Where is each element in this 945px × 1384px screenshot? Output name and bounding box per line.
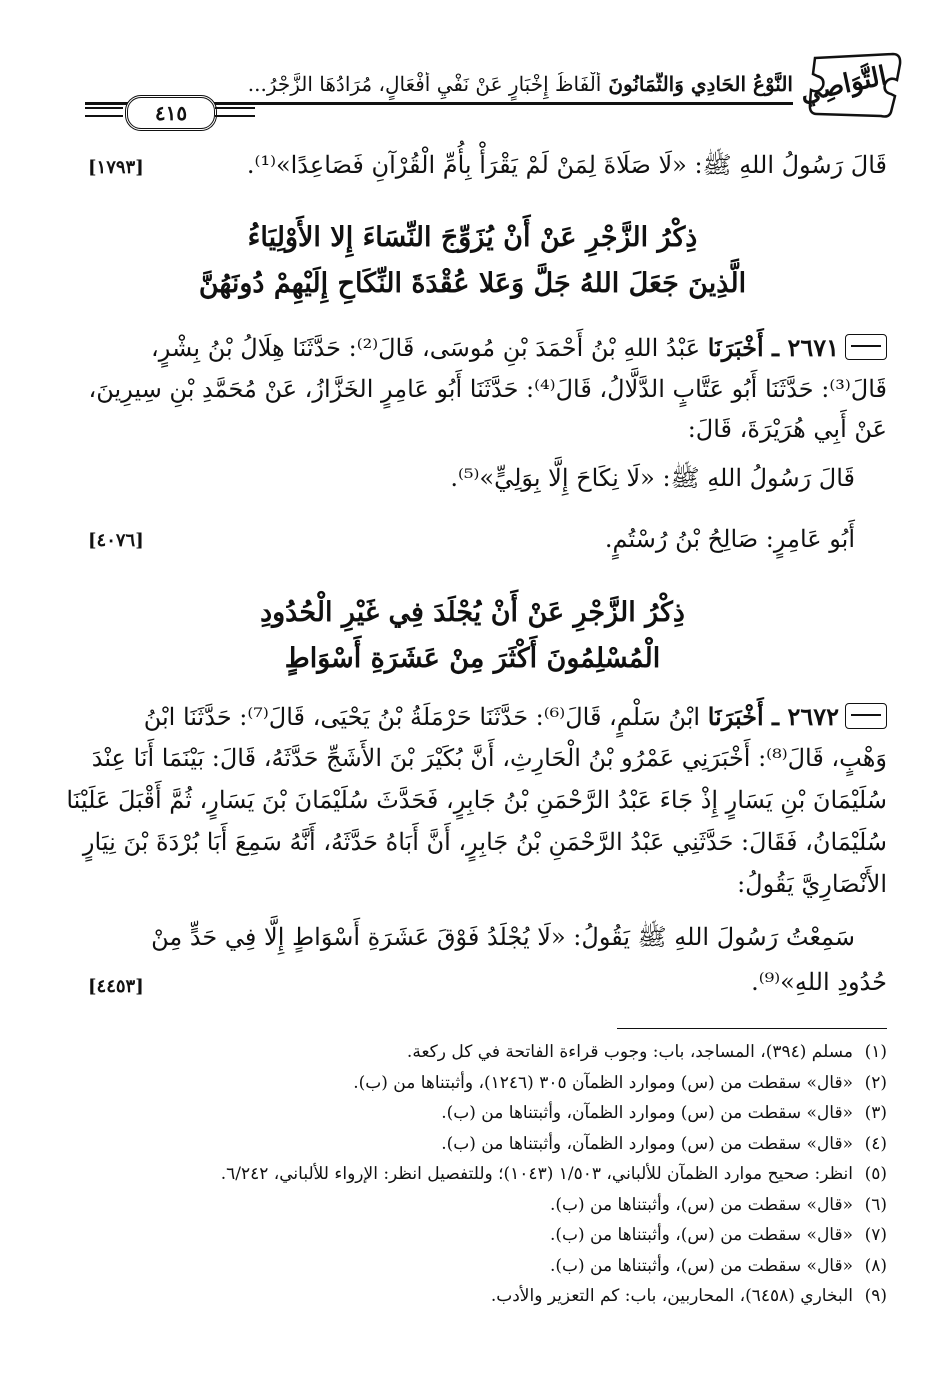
hadith-2672-isnad-1: ابْنُ سَلْمٍ، قَالَ⁽⁶⁾: حَدَّثَنَا حَرْمَلَةُ بْنُ يَحْيَى، قَالَ⁽⁷⁾: حَدَّثَنَا ابْنُ [143,703,701,731]
footnote-2 [60,1073,887,1093]
footnote-number: (١) [864,1042,887,1062]
chapter-heading-1-line1: ذِكْرُ الزَّجْرِ عَنْ أَنْ يُزَوِّجَ النِّسَاءَ إِلا الأَوْلِيَاءُ [247,222,698,253]
footnote-number: (٢) [864,1072,887,1093]
footnote-4 [60,1134,887,1154]
footnote-text: «قال» سقطت من (س)، وأثبتناها من (ب). [549,1255,853,1276]
footnote-number: (٧) [864,1225,887,1245]
footnote-text: البخاري (٦٤٥٨)، المحاربين، باب: كم التعزير والأدب. [490,1286,853,1306]
hadith-2671-line3: عَنْ أَبِي هُرَيْرَةَ، قَالَ: [687,415,887,443]
series-logo [797,50,905,120]
chapter-heading-2-line1: ذِكْرُ الزَّجْرِ عَنْ أَنْ يُجْلَدَ فِي غَيْرِ الْحُدُودِ [260,597,685,628]
hadith-2671-note: أَبُو عَامِرٍ: صَالِحُ بْنُ رُسْتُمٍ. [604,525,855,553]
hadith-2672-line5: الأَنْصَارِيَّ يَقُولُ: [737,870,887,898]
footnote-number: (٤) [864,1133,887,1154]
hadith-2671-isnad-1: عَبْدُ اللهِ بْنُ أَحْمَدَ بْنِ مُوسَى، قَالَ⁽²⁾: حَدَّثَنَا هِلَالُ بْنُ بِشْرٍ، [150,334,701,362]
hadith-2671-line1 [58,333,887,363]
hadith-2672-line1 [58,702,887,732]
page-number: ٤١٥ [125,95,217,131]
footnote-separator [617,1028,887,1029]
running-head-main: النَّوْعُ الحَادِي وَالثَّمَانُونَ [608,72,793,96]
footnote-text: «قال» سقطت من (س)، وأثبتناها من (ب). [549,1194,853,1215]
chapter-heading-1-line2: الَّذِينَ جَعَلَ اللهُ جَلَّ وَعَلا عُقْدَةَ النِّكَاحِ إِلَيْهِمْ دُونَهُنَّ [198,268,747,299]
page-number-frame [85,95,255,131]
hadith-2671-number: ٢٦٧١ ـ أَخْبَرَنَا [707,333,839,362]
footnote-text: «قال» سقطت من (س)، وأثبتناها من (ب). [549,1225,853,1245]
footnote-number: (٨) [864,1255,887,1276]
logo-text: التَّوَاصِي [797,61,890,109]
footnote-text: «قال» سقطت من (س) وموارد الظمآن، وأثبتناها من (ب). [441,1133,853,1154]
footnote-number: (٦) [864,1194,887,1215]
hadith-marker-icon [845,703,887,729]
footnote-number: (٣) [864,1103,887,1123]
footnote-5 [60,1164,887,1184]
hadith-1793-text: قَالَ رَسُولُ اللهِ ﷺ: «لَا صَلَاةَ لِمَنْ لَمْ يَقْرَأْ بِأُمِّ الْقُرْآنِ فَصَاعِدًا»⁽¹⁾. [246,151,887,179]
ref-4453: [٤٤٥٣] [88,976,144,997]
hadith-2672-matn-1: سَمِعْتُ رَسُولَ اللهِ ﷺ يَقُولُ: «لَا يُجْلَدُ فَوْقَ عَشَرَةِ أَسْوَاطٍ إِلَّا فِي حَدٍّ مِنْ [151,923,855,951]
hadith-marker-icon [845,334,887,360]
hadith-2671-matn: قَالَ رَسُولُ اللهِ ﷺ: «لَا نِكَاحَ إِلَّا بِوَلِيٍّ»⁽⁵⁾. [450,464,855,492]
hadith-2672-line3: سُلَيْمَانَ بْنِ يَسَارٍ إِذْ جَاءَ عَبْدُ الرَّحْمَنِ بْنُ جَابِرٍ، فَحَدَّثَ سُلَيْمَانَ بْنَ يَسَارٍ، ثُمَّ أَقْبَلَ عَلَيْنَا [66,786,887,814]
footnote-number: (٥) [864,1164,887,1184]
footnote-6 [60,1195,887,1215]
footnote-3 [60,1103,887,1123]
hadith-2671-line2: قَالَ⁽³⁾: حَدَّثَنَا أَبُو عَتَّابٍ الدَّلَّالُ، قَالَ⁽⁴⁾: حَدَّثَنَا أَبُو عَامِرٍ الخَزَّازُ، عَنْ مُحَمَّدِ بْنِ سِيرِينَ، [88,375,887,403]
footnote-text: مسلم (٣٩٤)، المساجد، باب: وجوب قراءة الفاتحة في كل ركعة. [406,1042,853,1062]
footnote-9 [60,1286,887,1306]
hadith-2672-line2: وَهْبٍ، قَالَ⁽⁸⁾: أَخْبَرَنِي عَمْرُو بْنُ الْحَارِثِ، أَنَّ بُكَيْرَ بْنَ الأَشَجِّ حَدَّثَهُ، قَالَ: بَيْنَمَا أَنَا عِنْدَ [91,744,887,772]
chapter-heading-2-line2: الْمُسْلِمُونَ أَكْثَرَ مِنْ عَشَرَةِ أَسْوَاطٍ [284,643,661,674]
hadith-2672-matn-2: حُدُودِ اللهِ»⁽⁹⁾. [751,968,887,996]
ref-1793: [١٧٩٣] [88,157,144,178]
ref-4076: [٤٠٧٦] [88,530,144,551]
hadith-2672-line4: سُلَيْمَانُ، فَقَالَ: حَدَّثَنِي عَبْدُ الرَّحْمَنِ بْنُ جَابِرٍ، أَنَّ أَبَاهُ حَدَّثَهُ، أَنَّهُ سَمِعَ أَبَا بُرْدَةَ بْنَ نِيَارٍ [82,828,887,856]
footnote-text: انظر: صحيح موارد الظمآن للألباني، ١/٥٠٣ (١٠٤٣)؛ وللتفصيل انظر: الإرواء للألباني، ٦/٢٤٢. [220,1164,853,1184]
page-header [85,50,905,128]
footnote-text: «قال» سقطت من (س) وموارد الظمآن، وأثبتناها من (ب). [441,1103,853,1123]
footnote-7 [60,1225,887,1245]
running-head-rest: أَلْفَاظُ إِخْبَارٍ عَنْ نَفْيِ أَفْعَالٍ، مُرَادُهَا الزَّجْرُ... [247,72,602,96]
footnote-text: «قال» سقطت من (س) وموارد الظمآن ٣٠٥ (١٢٤٦)، وأثبتناها من (ب). [353,1072,853,1093]
page-number-rule-right [215,107,255,117]
page-number-rule-left [85,107,123,117]
hadith-2672-number: ٢٦٧٢ ـ أَخْبَرَنَا [707,702,839,731]
footnote-8 [60,1256,887,1276]
footnote-number: (٩) [864,1286,887,1306]
footnote-1 [60,1042,887,1062]
